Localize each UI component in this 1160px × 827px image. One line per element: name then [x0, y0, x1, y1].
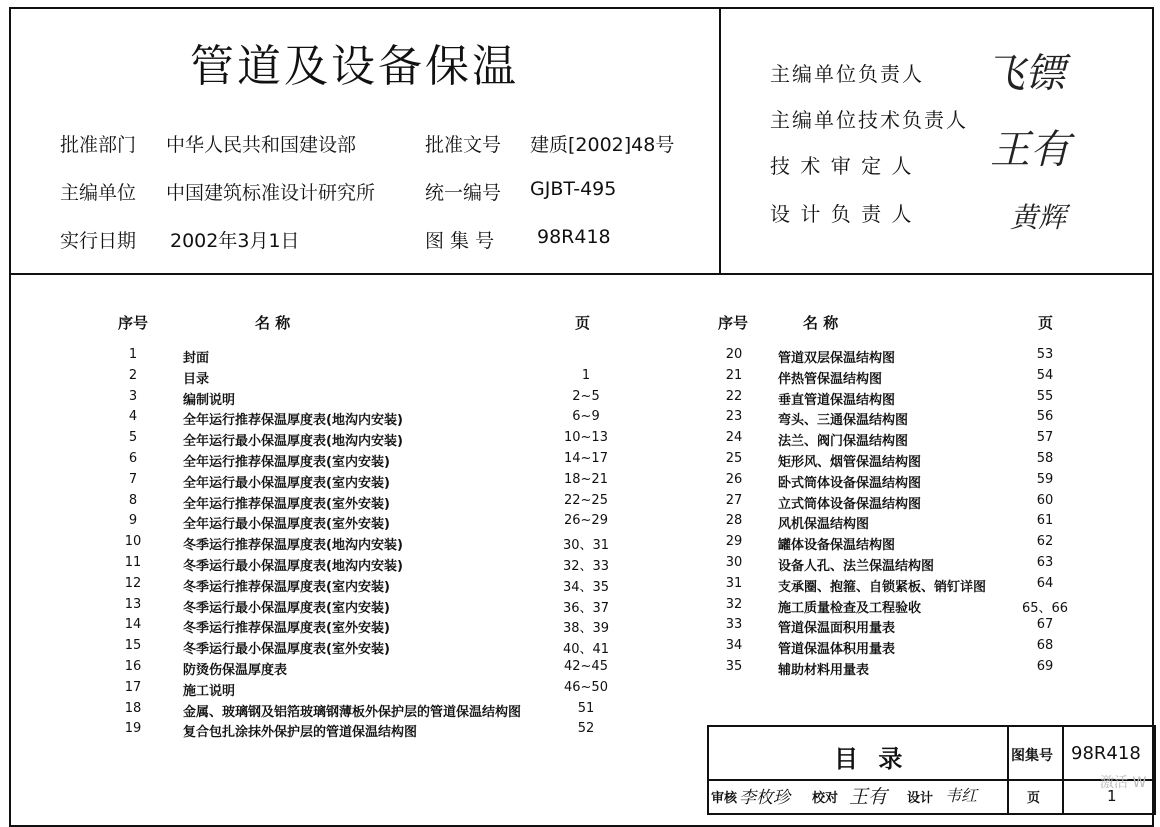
header-vertical-divider: [719, 7, 721, 275]
toc-item-name: 全年运行推荐保温厚度表(室外安装): [183, 496, 390, 512]
toc-item-number: 14: [124, 617, 142, 633]
toc-item-name: 施工质量检查及工程验收: [778, 600, 922, 616]
toc-item-name: 罐体设备保温结构图: [778, 538, 896, 554]
toc-item-page: 46~50: [564, 679, 608, 695]
toc-item-number: 25: [725, 451, 743, 466]
editor-unit-value: 中国建筑标准设计研究所: [166, 182, 376, 204]
toc-right-no-header: 序号: [718, 314, 749, 332]
toc-item-name: 施工说明: [183, 683, 236, 699]
toc-item-page: 30、31: [562, 538, 610, 554]
toc-left-no-header: 序号: [118, 314, 149, 332]
toc-item-number: 34: [725, 638, 743, 654]
toc-item-number: 31: [725, 575, 743, 591]
toc-item-page: 65、66: [1021, 600, 1069, 616]
toc-item-number: 22: [725, 388, 743, 404]
toc-right-name-header: 名 称: [803, 314, 839, 332]
toc-item-name: 支承圈、抱箍、自锁紧板、销钉详图: [778, 579, 987, 595]
toc-item-name: 冬季运行推荐保温厚度表(室外安装): [183, 621, 390, 637]
toc-item-page: 55: [1036, 388, 1054, 404]
sheet-title: 目 录: [834, 745, 909, 773]
review-signature: 李枚珍: [739, 788, 790, 808]
toc-item-number: 3: [128, 388, 138, 404]
toc-item-name: 目录: [183, 371, 210, 387]
toc-item-name: 复合包扎涂抹外保护层的管道保温结构图: [183, 725, 418, 741]
toc-item-name: 金属、玻璃钢及铝箔玻璃钢薄板外保护层的管道保温结构图: [183, 704, 522, 720]
toc-right-page-header: 页: [1038, 314, 1054, 332]
toc-item-page: 18~21: [564, 471, 608, 487]
toc-item-page: 26~29: [564, 513, 608, 529]
toc-item-number: 13: [124, 596, 142, 612]
toc-item-number: 9: [128, 513, 138, 529]
toc-item-name: 管道保温面积用量表: [778, 621, 896, 637]
watermark: 激活 W: [1100, 775, 1147, 791]
toc-item-name: 冬季运行最小保温厚度表(室外安装): [183, 642, 390, 658]
toc-item-name: 设备人孔、法兰保温结构图: [778, 559, 935, 574]
toc-item-number: 16: [124, 659, 142, 674]
toc-item-number: 6: [128, 451, 138, 466]
toc-item-page: 62: [1036, 534, 1054, 550]
toc-item-number: 2: [128, 367, 138, 383]
toc-item-page: 56: [1036, 409, 1054, 425]
toc-item-name: 管道保温体积用量表: [778, 642, 896, 658]
toc-item-number: 26: [725, 471, 743, 487]
toc-item-number: 30: [725, 555, 743, 570]
page-label: 页: [1027, 791, 1041, 806]
toc-item-page: 32、33: [562, 559, 610, 574]
toc-item-name: 全年运行推荐保温厚度表(室内安装): [183, 455, 390, 470]
toc-item-page: 64: [1036, 575, 1054, 591]
toc-left-page-header: 页: [575, 314, 591, 332]
toc-item-name: 全年运行最小保温厚度表(室内安装): [183, 475, 390, 491]
toc-item-name: 封面: [183, 351, 210, 366]
toc-item-name: 立式筒体设备保温结构图: [778, 496, 922, 512]
toc-item-number: 5: [128, 430, 138, 446]
toc-item-number: 23: [725, 409, 743, 425]
chief-unit-head-label: 主编单位负责人: [770, 62, 924, 86]
toc-item-page: 59: [1036, 471, 1054, 487]
toc-item-page: 42~45: [564, 659, 608, 674]
toc-item-number: 28: [725, 513, 743, 529]
toc-item-page: 38、39: [562, 621, 610, 637]
toc-item-number: 11: [124, 555, 142, 570]
toc-item-number: 21: [725, 367, 743, 383]
toc-item-number: 18: [124, 700, 142, 716]
toc-item-page: 54: [1036, 367, 1054, 383]
toc-item-page: 34、35: [562, 579, 610, 595]
approval-dept-label: 批准部门: [60, 134, 137, 156]
toc-item-page: 22~25: [564, 492, 608, 508]
toc-item-name: 全年运行最小保温厚度表(室外安装): [183, 517, 390, 533]
toc-item-name: 编制说明: [183, 392, 236, 408]
toc-item-number: 1: [128, 347, 138, 362]
approval-doc-label: 批准文号: [425, 134, 502, 156]
chief-unit-head-signature: 飞镖: [985, 51, 1065, 97]
effective-date-value: 2002年3月1日: [170, 230, 300, 252]
toc-item-number: 20: [725, 347, 743, 362]
toc-item-page: 2~5: [572, 388, 600, 404]
toc-item-name: 冬季运行推荐保温厚度表(室内安装): [183, 579, 390, 595]
toc-item-page: 53: [1036, 347, 1054, 362]
toc-item-name: 全年运行最小保温厚度表(地沟内安装): [183, 434, 403, 450]
atlas-no-value: 98R418: [1071, 743, 1141, 764]
toc-item-number: 32: [725, 596, 743, 612]
toc-item-page: 58: [1036, 451, 1054, 466]
toc-item-name: 管道双层保温结构图: [778, 351, 896, 366]
toc-item-name: 辅助材料用量表: [778, 663, 870, 678]
technical-reviewer-label: 技 术 审 定 人: [770, 154, 914, 178]
technical-head-label: 主编单位技术负责人: [770, 108, 968, 132]
toc-item-number: 27: [725, 492, 743, 508]
header-divider: [9, 273, 1154, 275]
unified-number-label: 统一编号: [425, 182, 502, 204]
toc-item-page: 10~13: [564, 430, 608, 446]
atlas-number-label: 图 集 号: [425, 230, 495, 252]
page-value: 1: [1107, 787, 1117, 805]
toc-item-name: 矩形风、烟管保温结构图: [778, 455, 922, 470]
toc-item-page: 61: [1036, 513, 1054, 529]
toc-item-page: 14~17: [564, 451, 608, 466]
toc-item-page: 51: [577, 700, 595, 716]
toc-item-number: 17: [124, 679, 142, 695]
toc-item-page: 60: [1036, 492, 1054, 508]
toc-item-number: 8: [128, 492, 138, 508]
design-head-signature: 黄辉: [1010, 201, 1067, 234]
toc-item-page: 68: [1036, 638, 1054, 654]
toc-item-name: 冬季运行推荐保温厚度表(地沟内安装): [183, 538, 403, 554]
atlas-no-label: 图集号: [1011, 748, 1053, 764]
editor-unit-label: 主编单位: [60, 182, 137, 204]
toc-item-number: 19: [124, 721, 142, 737]
review-label: 审核: [711, 791, 738, 806]
toc-item-number: 35: [725, 659, 743, 674]
toc-item-name: 风机保温结构图: [778, 517, 870, 533]
toc-item-number: 10: [124, 534, 142, 550]
toc-item-name: 冬季运行最小保温厚度表(地沟内安装): [183, 559, 403, 574]
toc-item-number: 15: [124, 638, 142, 654]
check-label: 校对: [812, 791, 839, 806]
title-block: [707, 725, 1156, 815]
toc-item-name: 垂直管道保温结构图: [778, 392, 896, 408]
toc-item-page: 69: [1036, 659, 1054, 674]
toc-item-number: 24: [725, 430, 743, 446]
approval-doc-value: 建质[2002]48号: [530, 134, 675, 156]
unified-number-value: GJBT-495: [530, 178, 617, 200]
design-label: 设计: [907, 791, 934, 806]
toc-item-number: 33: [725, 617, 743, 633]
toc-item-name: 弯头、三通保温结构图: [778, 413, 909, 429]
effective-date-label: 实行日期: [60, 230, 137, 252]
toc-left-name-header: 名 称: [255, 314, 291, 332]
atlas-number-value: 98R418: [537, 226, 611, 248]
toc-item-page: 67: [1036, 617, 1054, 633]
design-signature: 韦红: [945, 786, 978, 805]
toc-item-name: 防烫伤保温厚度表: [183, 663, 288, 678]
toc-item-page: 1: [581, 367, 591, 383]
toc-item-name: 冬季运行最小保温厚度表(室内安装): [183, 600, 390, 616]
toc-item-name: 全年运行推荐保温厚度表(地沟内安装): [183, 413, 403, 429]
toc-item-number: 4: [128, 409, 138, 425]
toc-item-name: 卧式筒体设备保温结构图: [778, 475, 922, 491]
toc-item-number: 7: [128, 471, 138, 487]
toc-item-page: 36、37: [562, 600, 610, 616]
design-head-label: 设 计 负 责 人: [770, 202, 914, 226]
approval-dept-value: 中华人民共和国建设部: [166, 134, 357, 156]
toc-item-page: 63: [1036, 555, 1054, 570]
page-title: 管道及设备保温: [190, 41, 519, 92]
toc-item-number: 29: [725, 534, 743, 550]
toc-item-page: 52: [577, 721, 595, 737]
toc-item-name: 伴热管保温结构图: [778, 371, 883, 387]
toc-item-name: 法兰、阀门保温结构图: [778, 434, 909, 450]
toc-item-page: 57: [1036, 430, 1054, 446]
toc-item-page: 40、41: [562, 642, 610, 658]
toc-item-number: 12: [124, 575, 142, 591]
technical-head-signature: 王有: [990, 127, 1070, 173]
check-signature: 王有: [849, 786, 888, 808]
toc-item-page: 6~9: [572, 409, 600, 425]
